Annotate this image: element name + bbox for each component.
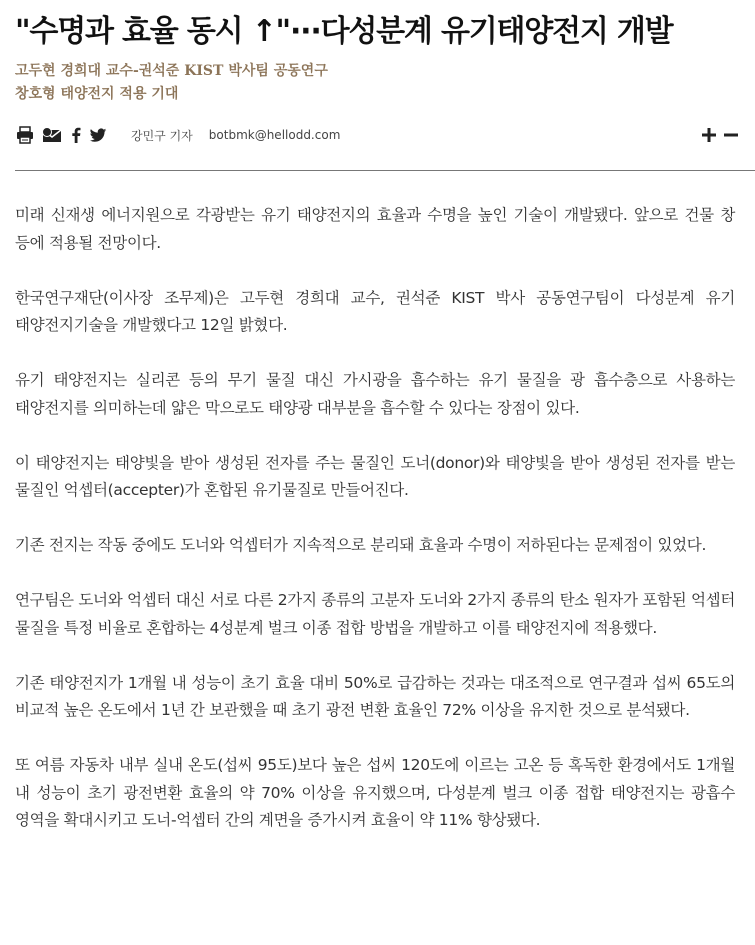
printer-icon[interactable] xyxy=(15,125,35,145)
article-paragraph: 미래 신재생 에너지원으로 각광받는 유기 태양전지의 효율과 수명을 높인 기술이 개발됐다. 앞으로 건물 창 등에 적용될 전망이다. xyxy=(15,206,735,252)
author-name: 강민구 기자 xyxy=(131,128,193,143)
article-paragraph: 한국연구재단(이사장 조무제)은 고두현 경희대 교수, 권석준 KIST 박사 공동연구팀이 다성분계 유기 태양전지기술을 개발했다고 12일 밝혔다. xyxy=(15,288,735,334)
subtitle-line: 창호형 태양전지 적용 기대 xyxy=(15,86,179,102)
subtitle-line: 고두현 경희대 교수-권석준 KIST 박사팀 공동연구 xyxy=(15,63,328,79)
article-meta-bar xyxy=(15,122,740,148)
article-paragraph: 또 여름 자동차 내부 실내 온도(섭씨 95도)보다 높은 섭씨 120도에 이르는 고온 등 혹독한 환경에서도 1개월 내 성능이 초기 광전변환 효율의 약 70% 이상을 유지했으며, 다성분계 벌크 이종 접합 태양전지는 광흡수 영역을 확대시키고 도너-억셉터 간의 계면을 증가시켜 효율이 약 11% 향상됐다. xyxy=(15,756,735,829)
facebook-icon[interactable] xyxy=(69,125,83,145)
minus-icon[interactable] xyxy=(722,125,740,145)
plus-icon[interactable] xyxy=(700,125,718,145)
header-divider xyxy=(15,170,755,171)
article-paragraph: 기존 전지는 작동 중에도 도너와 억셉터가 지속적으로 분리돼 효율과 수명이 저하된다는 문제점이 있었다. xyxy=(15,536,707,554)
article-paragraph: 연구팀은 도너와 억셉터 대신 서로 다른 2가지 종류의 고분자 도너와 2가지 종류의 탄소 원자가 포함된 억셉터 물질을 특정 비율로 혼합하는 4성분계 벌크 이종 접합 방법을 개발하고 이를 태양전지에 적용했다. xyxy=(15,591,735,637)
twitter-icon[interactable] xyxy=(89,125,107,145)
subtitle-block xyxy=(15,60,328,106)
headline: "수명과 효율 동시 ↑"···다성분계 유기태양전지 개발 xyxy=(15,14,673,49)
email-icon[interactable] xyxy=(41,125,63,145)
author-email[interactable]: botbmk@hellodd.com xyxy=(208,128,341,142)
font-size-controls xyxy=(696,125,740,145)
article-body xyxy=(15,202,735,862)
article-paragraph: 유기 태양전지는 실리콘 등의 무기 물질 대신 가시광을 흡수하는 유기 물질을 광 흡수층으로 사용하는 태양전지를 의미하는데 얇은 막으로도 태양광 대부분을 흡수할 수 있다는 장점이 있다. xyxy=(15,371,735,417)
article-paragraph: 기존 태양전지가 1개월 내 성능이 초기 효율 대비 50%로 급감하는 것과는 대조적으로 연구결과 섭씨 65도의 비교적 높은 온도에서 1년 간 보관했을 때 초기 광전 변환 효율인 72% 이상을 유지한 것으로 분석됐다. xyxy=(15,673,735,719)
article-paragraph: 이 태양전지는 태양빛을 받아 생성된 전자를 주는 물질인 도너(donor)와 태양빛을 받아 생성된 전자를 받는 물질인 억셉터(accepter)가 혼합된 유기물질로 만들어진다. xyxy=(15,453,735,499)
